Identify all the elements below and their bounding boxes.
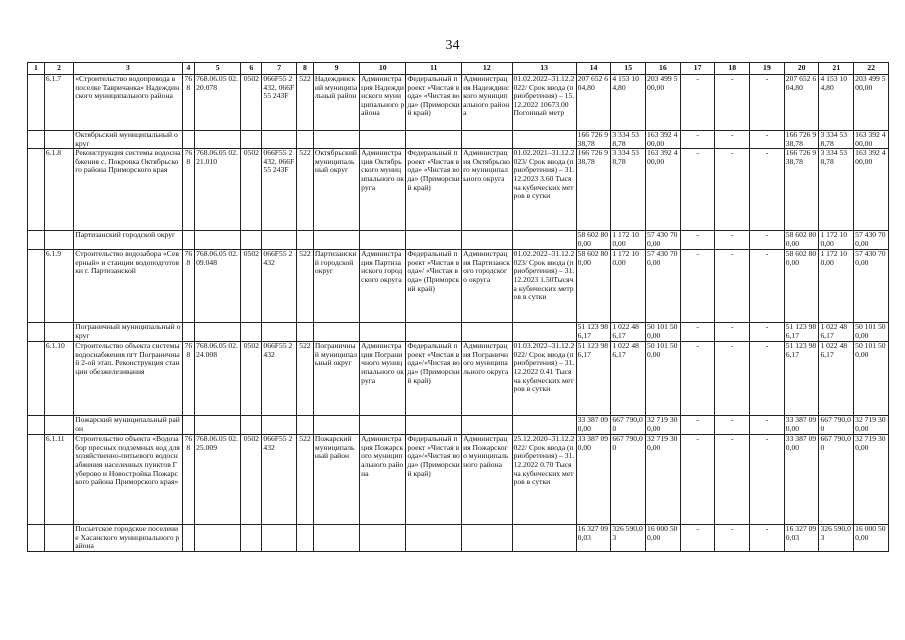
column-header-22: 22 xyxy=(854,63,889,75)
table-cell-col-12: Администрация Надеждинского муниципального района xyxy=(462,75,512,131)
table-cell-col-19: - xyxy=(750,231,785,250)
column-header-15: 15 xyxy=(611,63,646,75)
table-cell-col-15: 1 172 100,00 xyxy=(611,250,646,323)
table-cell-col-7 xyxy=(262,416,297,435)
table-cell-col-13: 01.02.2022–31.12.2022/ Срок ввода (приобретения) – 15.12.2022 10673.00 Погонный метр xyxy=(512,75,576,131)
table-cell-col-9 xyxy=(313,323,359,342)
table-cell-col-14: 33 387 090,00 xyxy=(576,435,611,525)
table-cell-col-6 xyxy=(241,323,262,342)
table-cell-col-18: - xyxy=(715,525,750,552)
table-cell-col-20: 166 726 938,78 xyxy=(784,131,819,149)
table-cell-col-3: Строительство водозабора «Северный» и станции водоподготовки г. Партизанской xyxy=(74,250,182,323)
table-cell-col-1 xyxy=(28,149,45,231)
table-cell-col-17: - xyxy=(680,525,715,552)
table-cell-col-16: 50 101 500,00 xyxy=(646,342,681,416)
table-cell-col-1 xyxy=(28,342,45,416)
table-cell-col-4: 768 xyxy=(182,75,195,131)
table-cell-col-18: - xyxy=(715,250,750,323)
table-cell-col-10 xyxy=(360,231,406,250)
table-cell-col-7 xyxy=(262,525,297,552)
table-cell-col-18: - xyxy=(715,75,750,131)
column-header-18: 18 xyxy=(715,63,750,75)
table-cell-col-20: 33 387 090,00 xyxy=(784,435,819,525)
table-cell-col-5: 768.06.05 02.24.008 xyxy=(195,342,241,416)
header-row xyxy=(28,63,889,75)
table-cell-col-20: 33 387 090,00 xyxy=(784,416,819,435)
table-cell-col-15: 1 172 100,00 xyxy=(611,231,646,250)
table-cell-col-10 xyxy=(360,416,406,435)
column-header-11: 11 xyxy=(406,63,462,75)
table-cell-col-13 xyxy=(512,525,576,552)
table-cell-col-14: 51 123 986,17 xyxy=(576,342,611,416)
table-row xyxy=(28,131,889,149)
table-cell-col-11 xyxy=(406,131,462,149)
table-cell-col-8 xyxy=(297,131,314,149)
table-cell-col-21: 667 790,00 xyxy=(819,435,854,525)
column-header-8: 8 xyxy=(297,63,314,75)
table-cell-col-20: 207 652 604,80 xyxy=(784,75,819,131)
table-cell-col-13: 01.03.2022–31.12.2022/ Срок ввода (приобретения) – 31.12.2022 0.41 Тысяча кубических метров в сутки xyxy=(512,342,576,416)
table-cell-col-1 xyxy=(28,416,45,435)
table-cell-col-10: Администрация Пожарского муниципального района xyxy=(360,435,406,525)
table-cell-col-14: 33 387 090,00 xyxy=(576,416,611,435)
table-cell-col-8: 522 xyxy=(297,435,314,525)
table-cell-col-17: - xyxy=(680,435,715,525)
table-row xyxy=(28,323,889,342)
table-cell-col-16: 163 392 400,00 xyxy=(646,131,681,149)
table-cell-col-19: - xyxy=(750,75,785,131)
table-cell-col-6: 0502 xyxy=(241,342,262,416)
table-row xyxy=(28,342,889,416)
table-cell-col-14: 16 327 090,03 xyxy=(576,525,611,552)
table-cell-col-2: 6.1.8 xyxy=(44,149,73,231)
column-header-4: 4 xyxy=(182,63,195,75)
table-cell-col-20: 16 327 090,03 xyxy=(784,525,819,552)
column-header-21: 21 xyxy=(819,63,854,75)
table-row xyxy=(28,416,889,435)
table-cell-col-21: 1 172 100,00 xyxy=(819,250,854,323)
column-header-20: 20 xyxy=(784,63,819,75)
table-cell-col-18: - xyxy=(715,149,750,231)
table-cell-col-6: 0502 xyxy=(241,250,262,323)
table-cell-col-9: Пограничный муниципальный округ xyxy=(313,342,359,416)
table-cell-col-1 xyxy=(28,75,45,131)
column-header-10: 10 xyxy=(360,63,406,75)
table-cell-col-22: 32 719 300,00 xyxy=(854,435,889,525)
table-row xyxy=(28,435,889,525)
table-cell-col-18: - xyxy=(715,416,750,435)
table-cell-col-12 xyxy=(462,323,512,342)
table-cell-col-13 xyxy=(512,323,576,342)
table-cell-col-17: - xyxy=(680,75,715,131)
table-cell-col-16: 50 101 500,00 xyxy=(646,323,681,342)
table-cell-col-10 xyxy=(360,131,406,149)
table-cell-col-5: 768.06.05 02.25.009 xyxy=(195,435,241,525)
table-cell-col-8: 522 xyxy=(297,342,314,416)
table-cell-col-21: 3 334 538,78 xyxy=(819,131,854,149)
column-header-2: 2 xyxy=(44,63,73,75)
table-cell-col-4 xyxy=(182,525,195,552)
table-cell-col-1 xyxy=(28,250,45,323)
table-cell-col-20: 58 602 800,00 xyxy=(784,231,819,250)
table-cell-col-18: - xyxy=(715,435,750,525)
table-cell-col-15: 4 153 104,80 xyxy=(611,75,646,131)
table-cell-col-19: - xyxy=(750,435,785,525)
table-cell-col-22: 163 392 400,00 xyxy=(854,149,889,231)
table-cell-col-4: 768 xyxy=(182,250,195,323)
table-cell-col-4: 768 xyxy=(182,435,195,525)
table-cell-col-5 xyxy=(195,525,241,552)
table-cell-col-4 xyxy=(182,323,195,342)
table-cell-col-3: Строительство объекта системы водоснабжения пгт Пограничный 2-ой этап. Реконструкция станции обезжелезивания xyxy=(74,342,182,416)
table-cell-col-18: - xyxy=(715,342,750,416)
page-number: 34 xyxy=(445,38,460,53)
table-cell-col-15: 667 790,00 xyxy=(611,416,646,435)
table-cell-col-8: 522 xyxy=(297,250,314,323)
table-cell-col-4 xyxy=(182,231,195,250)
table-cell-col-15: 1 022 486,17 xyxy=(611,323,646,342)
table-row xyxy=(28,250,889,323)
table-cell-col-13: 01.02.2022–31.12.2023/ Срок ввода (приобретения) – 31.12.2023 1.50Тысяча кубических метров в сутки xyxy=(512,250,576,323)
column-header-14: 14 xyxy=(576,63,611,75)
table-cell-col-11 xyxy=(406,231,462,250)
table-cell-col-12 xyxy=(462,416,512,435)
table-cell-col-17: - xyxy=(680,131,715,149)
table-cell-col-3: Октябрьский муниципальный округ xyxy=(74,131,182,149)
table-cell-col-22: 50 101 500,00 xyxy=(854,342,889,416)
table-cell-col-2 xyxy=(44,131,73,149)
table-cell-col-12 xyxy=(462,131,512,149)
table-cell-col-17: - xyxy=(680,250,715,323)
table-cell-col-7 xyxy=(262,131,297,149)
table-cell-col-12: Администрация Пожарского муниципального района xyxy=(462,435,512,525)
table-cell-col-16: 57 430 700,00 xyxy=(646,250,681,323)
table-cell-col-6: 0502 xyxy=(241,435,262,525)
table-row xyxy=(28,231,889,250)
table-cell-col-5: 768.06.05 02.21.010 xyxy=(195,149,241,231)
table-cell-col-22: 57 430 700,00 xyxy=(854,231,889,250)
table-cell-col-11: Федеральный проект «Чистая вода» «Чистая вода» (Приморский край) xyxy=(406,75,462,131)
table-cell-col-17: - xyxy=(680,342,715,416)
table-cell-col-2: 6.1.9 xyxy=(44,250,73,323)
table-cell-col-19: - xyxy=(750,416,785,435)
table-cell-col-16: 203 499 500,00 xyxy=(646,75,681,131)
table-cell-col-3: Пограничный муниципальный округ xyxy=(75,322,181,340)
table-cell-col-19: - xyxy=(750,525,785,552)
table-cell-col-16: 163 392 400,00 xyxy=(646,149,681,231)
table-cell-col-3: Реконструкция системы водоснабжения с. Покровка Октябрьского района Приморского края xyxy=(74,149,182,231)
table-cell-col-6: 0502 xyxy=(241,149,262,231)
table-cell-col-22: 57 430 700,00 xyxy=(854,250,889,323)
table-cell-col-14: 58 602 800,00 xyxy=(576,250,611,323)
table-cell-col-20: 51 123 986,17 xyxy=(784,323,819,342)
table-cell-col-13: 01.02.2021–31.12.2023/ Срок ввода (приобретения) – 31.12.2023 3.60 Тысяча кубических метров в сутки xyxy=(512,149,576,231)
table-cell-col-11: Федеральный проект «Чистая вода» «Чистая вода» (Приморский край) xyxy=(406,149,462,231)
table-cell-col-3: «Строительство водопровода в поселке Тавричанка» Надеждинского муниципального района xyxy=(74,75,182,131)
table-cell-col-16: 16 000 500,00 xyxy=(646,525,681,552)
table-cell-col-7: 066F55 2432, 066F55 243F xyxy=(262,75,297,131)
table-cell-col-7: 066F55 2432 xyxy=(262,435,297,525)
table-cell-col-15: 3 334 538,78 xyxy=(611,149,646,231)
table-cell-col-3: Строительство объекта «Водозабор пресных подземных вод для хозяйственно-питьевого водоснабжения населенных пунктов Губерово и Новостройка Пожарского района Приморского края» xyxy=(74,435,182,525)
table-cell-col-21: 3 334 538,78 xyxy=(819,149,854,231)
table-cell-col-9 xyxy=(313,525,359,552)
table-cell-col-22: 16 000 500,00 xyxy=(854,525,889,552)
table-cell-col-11 xyxy=(406,416,462,435)
table-cell-col-21: 1 172 100,00 xyxy=(819,231,854,250)
table-cell-col-14: 51 123 986,17 xyxy=(576,323,611,342)
column-header-7: 7 xyxy=(262,63,297,75)
table-cell-col-10 xyxy=(360,323,406,342)
column-header-3: 3 xyxy=(74,63,182,75)
table-cell-col-13: 25.12.2020–31.12.2022/ Срок ввода (приобретения) – 31.12.2022 0.70 Тысяча кубических метров в сутки xyxy=(512,435,576,525)
table-cell-col-11 xyxy=(406,323,462,342)
table-cell-col-9: Партизанский городской округ xyxy=(313,250,359,323)
table-cell-col-22: 203 499 500,00 xyxy=(854,75,889,131)
column-header-6: 6 xyxy=(241,63,262,75)
table-cell-col-5 xyxy=(195,231,241,250)
table-cell-col-12 xyxy=(462,525,512,552)
table-cell-col-21: 1 022 486,17 xyxy=(819,342,854,416)
table-cell-col-22: 163 392 400,00 xyxy=(854,131,889,149)
column-header-16: 16 xyxy=(646,63,681,75)
table-cell-col-20: 51 123 986,17 xyxy=(784,342,819,416)
table-cell-col-6 xyxy=(241,525,262,552)
table-cell-col-12: Администрация Пограничного муниципального округа xyxy=(462,342,512,416)
table-cell-col-19: - xyxy=(750,323,785,342)
table-cell-col-6: 0502 xyxy=(241,75,262,131)
table-cell-col-1 xyxy=(28,435,45,525)
table-cell-col-18: - xyxy=(715,231,750,250)
table-cell-col-5: 768.06.05 02.20.078 xyxy=(195,75,241,131)
table-cell-col-13 xyxy=(512,231,576,250)
table-cell-col-19: - xyxy=(750,149,785,231)
table-cell-col-10: Администрация Пограничного муниципального округа xyxy=(360,342,406,416)
table-cell-col-2 xyxy=(44,416,73,435)
table-cell-col-6 xyxy=(241,231,262,250)
table-cell-col-9: Октябрьский муниципальный округ xyxy=(313,149,359,231)
table-cell-col-8: 522 xyxy=(297,149,314,231)
table-cell-col-19: - xyxy=(750,342,785,416)
table-cell-col-2 xyxy=(44,323,73,342)
table-cell-col-2 xyxy=(44,525,73,552)
table-cell-col-2: 6.1.7 xyxy=(44,75,73,131)
table-cell-col-8 xyxy=(297,525,314,552)
table-cell-col-2: 6.1.10 xyxy=(44,342,73,416)
column-header-12: 12 xyxy=(462,63,512,75)
table-cell-col-11 xyxy=(406,525,462,552)
table-cell-col-9 xyxy=(313,231,359,250)
table-cell-col-12: Администрация Партизанского городского округа xyxy=(462,250,512,323)
table-cell-col-7: 066F55 2432 xyxy=(262,250,297,323)
table-cell-col-10: Администрация Партизанского городского округа xyxy=(360,250,406,323)
table-cell-col-5 xyxy=(195,323,241,342)
table-row xyxy=(28,525,889,552)
table-cell-col-4: 768 xyxy=(182,342,195,416)
table-cell-col-11: Федеральный проект «Чистая вода»/«Чистая вода» (Приморский край) xyxy=(406,435,462,525)
table-cell-col-10 xyxy=(360,525,406,552)
table-cell-col-14: 207 652 604,80 xyxy=(576,75,611,131)
table-cell-col-15: 3 334 538,78 xyxy=(611,131,646,149)
table-cell-col-1 xyxy=(28,323,45,342)
table-cell-col-15: 1 022 486,17 xyxy=(611,342,646,416)
table-cell-col-8 xyxy=(297,231,314,250)
table-cell-col-9: Пожарский муниципальный район xyxy=(313,435,359,525)
table-cell-col-17: - xyxy=(680,323,715,342)
table-cell-col-19: - xyxy=(750,250,785,323)
table-cell-col-22: 50 101 500,00 xyxy=(854,323,889,342)
table-cell-col-8: 522 xyxy=(297,75,314,131)
table-cell-col-16: 32 719 300,00 xyxy=(646,416,681,435)
table-cell-col-21: 1 022 486,17 xyxy=(819,323,854,342)
column-header-1: 1 xyxy=(28,63,45,75)
table-cell-col-12: Администрация Октябрьского муниципального округа xyxy=(462,149,512,231)
table-cell-col-14: 166 726 938,78 xyxy=(576,149,611,231)
table-cell-col-5 xyxy=(195,131,241,149)
column-header-17: 17 xyxy=(680,63,715,75)
table-cell-col-1 xyxy=(28,525,45,552)
table-cell-col-17: - xyxy=(680,231,715,250)
table-cell-col-9 xyxy=(313,416,359,435)
table-row xyxy=(28,149,889,231)
table-cell-col-9: Надеждинский муниципальный район xyxy=(313,75,359,131)
table-cell-col-8 xyxy=(297,416,314,435)
table-cell-col-16: 32 719 300,00 xyxy=(646,435,681,525)
table-cell-col-6 xyxy=(241,131,262,149)
table-cell-col-3: Партизанский городской округ xyxy=(74,231,182,250)
budget-table xyxy=(27,62,889,552)
table-cell-col-1 xyxy=(28,131,45,149)
table-cell-col-14: 166 726 938,78 xyxy=(576,131,611,149)
table-cell-col-14: 58 602 800,00 xyxy=(576,231,611,250)
table-cell-col-7 xyxy=(262,231,297,250)
table-cell-col-5: 768.06.05 02.09.048 xyxy=(195,250,241,323)
table-cell-col-15: 326 590,03 xyxy=(611,525,646,552)
table-cell-col-17: - xyxy=(680,416,715,435)
table-cell-col-2: 6.1.11 xyxy=(44,435,73,525)
table-cell-col-4 xyxy=(182,131,195,149)
table-row xyxy=(28,75,889,131)
table-cell-col-18: - xyxy=(715,131,750,149)
table-cell-col-10: Администрация Надеждинского муниципального района xyxy=(360,75,406,131)
table-cell-col-16: 57 430 700,00 xyxy=(646,231,681,250)
table-cell-col-4 xyxy=(182,416,195,435)
table-cell-col-10: Администрация Октябрьского муниципального округа xyxy=(360,149,406,231)
table-cell-col-11: Федеральный проект «Чистая вода»/ «Чистая вода» (Приморский край) xyxy=(406,250,462,323)
table-cell-col-21: 667 790,00 xyxy=(819,416,854,435)
table-cell-col-17: - xyxy=(680,149,715,231)
table-cell-col-7: 066F55 2432, 066F55 243F xyxy=(262,149,297,231)
table-cell-col-21: 326 590,03 xyxy=(819,525,854,552)
table-cell-col-1 xyxy=(28,231,45,250)
table-cell-col-9 xyxy=(313,131,359,149)
table-cell-col-7: 066F55 2432 xyxy=(262,342,297,416)
table-cell-col-5 xyxy=(195,416,241,435)
table-cell-col-8 xyxy=(297,323,314,342)
table-cell-col-12 xyxy=(462,231,512,250)
table-cell-col-2 xyxy=(44,231,73,250)
table-cell-col-21: 4 153 104,80 xyxy=(819,75,854,131)
table-cell-col-7 xyxy=(262,323,297,342)
table-cell-col-13 xyxy=(512,416,576,435)
column-header-19: 19 xyxy=(750,63,785,75)
table-cell-col-18: - xyxy=(715,323,750,342)
table-cell-col-4: 768 xyxy=(182,149,195,231)
table-cell-col-11: Федеральный проект «Чистая вода»/«Чистая вода» (Приморский край) xyxy=(406,342,462,416)
table-cell-col-3: Посьетское городское поселение Хасанского муниципального района xyxy=(74,525,182,552)
table-cell-col-19: - xyxy=(750,131,785,149)
table-cell-col-6 xyxy=(241,416,262,435)
column-header-13: 13 xyxy=(512,63,576,75)
table-cell-col-13 xyxy=(512,131,576,149)
column-header-9: 9 xyxy=(313,63,359,75)
table-cell-col-20: 166 726 938,78 xyxy=(784,149,819,231)
table-cell-col-15: 667 790,00 xyxy=(611,435,646,525)
table-cell-col-3: Пожарский муниципальный район xyxy=(74,416,182,435)
column-header-5: 5 xyxy=(195,63,241,75)
table-cell-col-20: 58 602 800,00 xyxy=(784,250,819,323)
table-cell-col-22: 32 719 300,00 xyxy=(854,416,889,435)
